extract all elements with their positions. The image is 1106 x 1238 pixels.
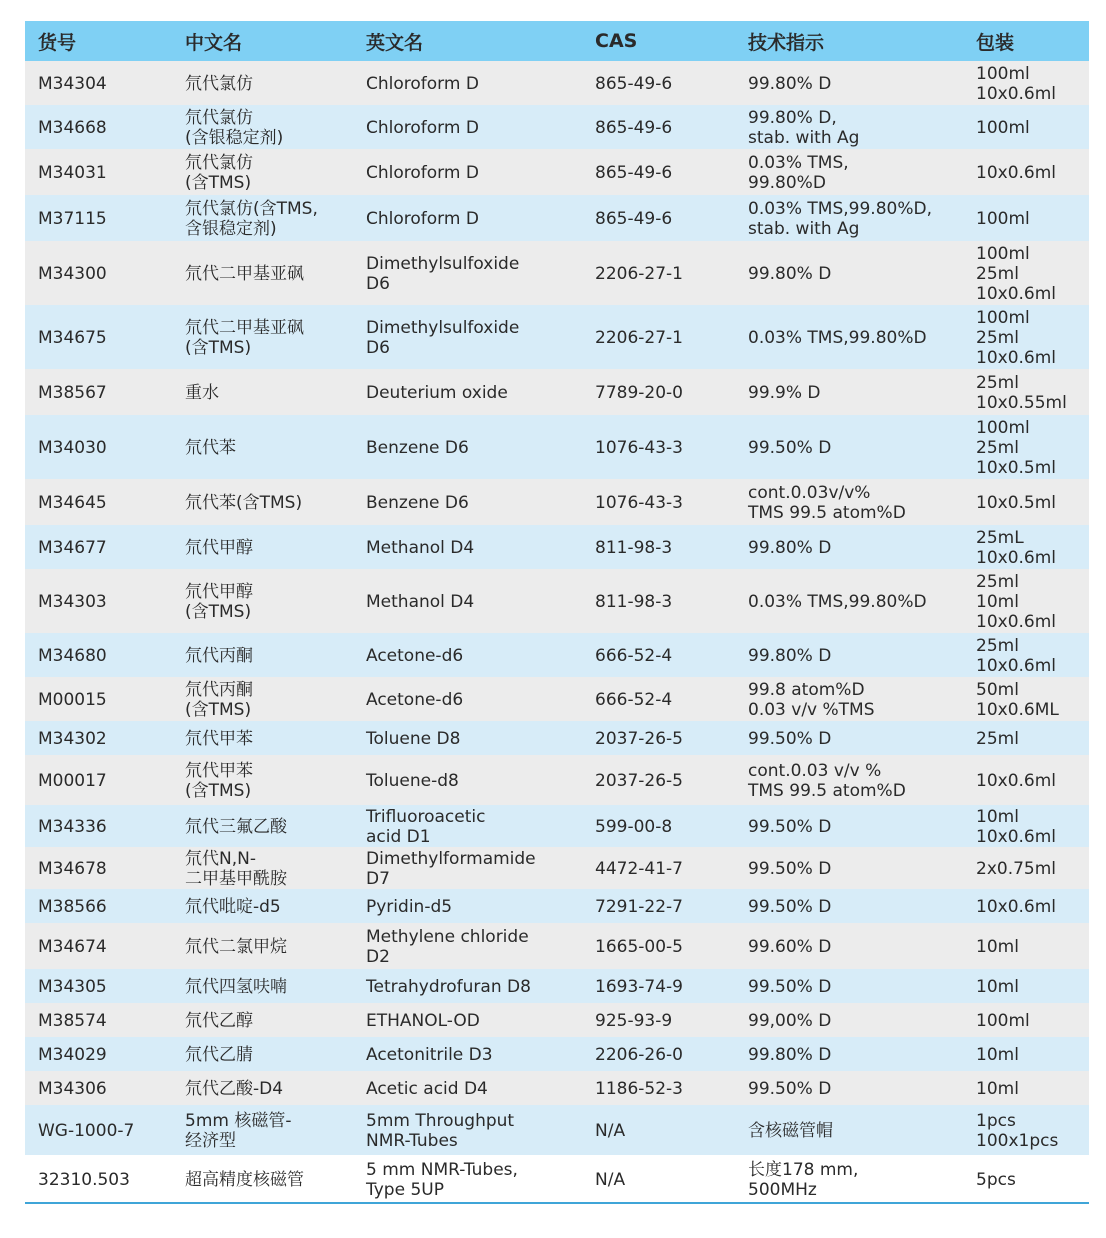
english-name-cell: Pyridin-d5 [353, 889, 582, 923]
english-name-cell: Benzene D6 [353, 479, 582, 525]
cas-cell: 2206-26-0 [582, 1037, 735, 1071]
spec-cell: 99.50% D [735, 805, 963, 847]
table-row [25, 721, 1089, 755]
table-row [25, 923, 1089, 969]
item-no-cell: M38574 [25, 1003, 172, 1037]
chinese-name-cell: 氘代苯 [172, 415, 353, 479]
header-row [25, 21, 1089, 61]
spec-cell: 含核磁管帽 [735, 1105, 963, 1155]
spec-cell: 99.80% D [735, 633, 963, 677]
cas-cell: 1693-74-9 [582, 969, 735, 1003]
package-cell: 10ml [963, 969, 1089, 1003]
english-name-cell: Acetone-d6 [353, 633, 582, 677]
package-cell: 25ml 10x0.6ml [963, 633, 1089, 677]
english-name-cell: 5mm Throughput NMR-Tubes [353, 1105, 582, 1155]
chinese-name-cell: 氘代二氯甲烷 [172, 923, 353, 969]
cas-cell: 865-49-6 [582, 61, 735, 105]
item-no-cell: M38566 [25, 889, 172, 923]
spec-cell: cont.0.03 v/v % TMS 99.5 atom%D [735, 755, 963, 805]
package-cell: 100ml 25ml 10x0.5ml [963, 415, 1089, 479]
table-row [25, 479, 1089, 525]
chinese-name-cell: 氘代甲苯 [172, 721, 353, 755]
package-cell: 100ml 25ml 10x0.6ml [963, 241, 1089, 305]
package-cell: 10x0.6ml [963, 149, 1089, 195]
item-no-cell: M34645 [25, 479, 172, 525]
english-name-cell: Chloroform D [353, 61, 582, 105]
package-cell: 100ml [963, 105, 1089, 149]
cas-cell: 811-98-3 [582, 569, 735, 633]
spec-cell: 0.03% TMS,99.80%D, stab. with Ag [735, 195, 963, 241]
table-row [25, 149, 1089, 195]
chinese-name-cell: 氘代吡啶-d5 [172, 889, 353, 923]
item-no-cell: M37115 [25, 195, 172, 241]
package-cell: 100ml 10x0.6ml [963, 61, 1089, 105]
package-cell: 10x0.6ml [963, 889, 1089, 923]
table-row [25, 1105, 1089, 1155]
spec-cell: 99.50% D [735, 1071, 963, 1105]
english-name-cell: Methylene chloride D2 [353, 923, 582, 969]
header-spec: 技术指示 [735, 21, 963, 61]
item-no-cell: M34677 [25, 525, 172, 569]
english-name-cell: Methanol D4 [353, 569, 582, 633]
table-row [25, 569, 1089, 633]
spec-cell: 0.03% TMS,99.80%D [735, 569, 963, 633]
item-no-cell: 32310.503 [25, 1155, 172, 1203]
table-row [25, 847, 1089, 889]
cas-cell: 865-49-6 [582, 105, 735, 149]
cas-cell: 1076-43-3 [582, 415, 735, 479]
item-no-cell: M34678 [25, 847, 172, 889]
header-item-no: 货号 [25, 21, 172, 61]
product-table [25, 21, 1089, 1204]
table-body [25, 61, 1089, 1203]
table-row [25, 369, 1089, 415]
table-row [25, 633, 1089, 677]
package-cell: 100ml 25ml 10x0.6ml [963, 305, 1089, 369]
package-cell: 5pcs [963, 1155, 1089, 1203]
package-cell: 2x0.75ml [963, 847, 1089, 889]
cas-cell: 7291-22-7 [582, 889, 735, 923]
cas-cell: 2206-27-1 [582, 241, 735, 305]
english-name-cell: Dimethylsulfoxide D6 [353, 305, 582, 369]
package-cell: 10x0.6ml [963, 755, 1089, 805]
cas-cell: 865-49-6 [582, 149, 735, 195]
item-no-cell: M34306 [25, 1071, 172, 1105]
table-row [25, 755, 1089, 805]
chinese-name-cell: 氘代丙酮 [172, 633, 353, 677]
chinese-name-cell: 重水 [172, 369, 353, 415]
spec-cell: 99.80% D [735, 525, 963, 569]
item-no-cell: M00015 [25, 677, 172, 721]
table-row [25, 889, 1089, 923]
cas-cell: 666-52-4 [582, 677, 735, 721]
cas-cell: 1665-00-5 [582, 923, 735, 969]
chinese-name-cell: 氘代氯仿 [172, 61, 353, 105]
package-cell: 25ml 10x0.55ml [963, 369, 1089, 415]
english-name-cell: 5 mm NMR-Tubes, Type 5UP [353, 1155, 582, 1203]
header-chinese-name: 中文名 [172, 21, 353, 61]
header-english-name: 英文名 [353, 21, 582, 61]
english-name-cell: Trifluoroacetic acid D1 [353, 805, 582, 847]
chinese-name-cell: 氘代乙酸-D4 [172, 1071, 353, 1105]
chinese-name-cell: 氘代乙醇 [172, 1003, 353, 1037]
english-name-cell: Deuterium oxide [353, 369, 582, 415]
chinese-name-cell: 氘代二甲基亚砜 (含TMS) [172, 305, 353, 369]
spec-cell: 0.03% TMS, 99.80%D [735, 149, 963, 195]
item-no-cell: M34675 [25, 305, 172, 369]
chinese-name-cell: 氘代苯(含TMS) [172, 479, 353, 525]
chinese-name-cell: 氘代乙腈 [172, 1037, 353, 1071]
item-no-cell: M34680 [25, 633, 172, 677]
item-no-cell: WG-1000-7 [25, 1105, 172, 1155]
chinese-name-cell: 氘代N,N- 二甲基甲酰胺 [172, 847, 353, 889]
package-cell: 10ml [963, 1037, 1089, 1071]
table-row [25, 1003, 1089, 1037]
item-no-cell: M34674 [25, 923, 172, 969]
chinese-name-cell: 氘代四氢呋喃 [172, 969, 353, 1003]
spec-cell: 长度178 mm, 500MHz [735, 1155, 963, 1203]
item-no-cell: M34029 [25, 1037, 172, 1071]
english-name-cell: Chloroform D [353, 149, 582, 195]
item-no-cell: M34300 [25, 241, 172, 305]
item-no-cell: M34030 [25, 415, 172, 479]
table-row [25, 1155, 1089, 1203]
item-no-cell: M00017 [25, 755, 172, 805]
english-name-cell: Dimethylformamide D7 [353, 847, 582, 889]
chinese-name-cell: 氘代甲醇 (含TMS) [172, 569, 353, 633]
english-name-cell: Acetic acid D4 [353, 1071, 582, 1105]
table-row [25, 1071, 1089, 1105]
package-cell: 100ml [963, 1003, 1089, 1037]
table-row [25, 105, 1089, 149]
english-name-cell: Toluene-d8 [353, 755, 582, 805]
cas-cell: 865-49-6 [582, 195, 735, 241]
cas-cell: 811-98-3 [582, 525, 735, 569]
english-name-cell: ETHANOL-OD [353, 1003, 582, 1037]
cas-cell: 2037-26-5 [582, 755, 735, 805]
chinese-name-cell: 氘代甲苯 (含TMS) [172, 755, 353, 805]
spec-cell: 99.50% D [735, 721, 963, 755]
table-row [25, 1037, 1089, 1071]
package-cell: 25ml 10ml 10x0.6ml [963, 569, 1089, 633]
package-cell: 100ml [963, 195, 1089, 241]
cas-cell: 1186-52-3 [582, 1071, 735, 1105]
table-row [25, 525, 1089, 569]
cas-cell: 666-52-4 [582, 633, 735, 677]
package-cell: 10ml 10x0.6ml [963, 805, 1089, 847]
chinese-name-cell: 5mm 核磁管- 经济型 [172, 1105, 353, 1155]
cas-cell: 599-00-8 [582, 805, 735, 847]
package-cell: 1pcs 100x1pcs [963, 1105, 1089, 1155]
table-row [25, 805, 1089, 847]
spec-cell: 99,00% D [735, 1003, 963, 1037]
chinese-name-cell: 氘代氯仿 (含TMS) [172, 149, 353, 195]
item-no-cell: M34302 [25, 721, 172, 755]
table-row [25, 415, 1089, 479]
chinese-name-cell: 氘代甲醇 [172, 525, 353, 569]
chinese-name-cell: 氘代丙酮 (含TMS) [172, 677, 353, 721]
spec-cell: 99.80% D [735, 241, 963, 305]
chinese-name-cell: 氘代二甲基亚砜 [172, 241, 353, 305]
cas-cell: 7789-20-0 [582, 369, 735, 415]
spec-cell: 0.03% TMS,99.80%D [735, 305, 963, 369]
spec-cell: 99.80% D, stab. with Ag [735, 105, 963, 149]
english-name-cell: Benzene D6 [353, 415, 582, 479]
spec-cell: 99.9% D [735, 369, 963, 415]
english-name-cell: Acetonitrile D3 [353, 1037, 582, 1071]
table-header [25, 21, 1089, 61]
english-name-cell: Chloroform D [353, 105, 582, 149]
item-no-cell: M34303 [25, 569, 172, 633]
spec-cell: 99.50% D [735, 847, 963, 889]
chinese-name-cell: 氘代氯仿(含TMS, 含银稳定剂) [172, 195, 353, 241]
spec-cell: 99.50% D [735, 889, 963, 923]
item-no-cell: M34668 [25, 105, 172, 149]
chinese-name-cell: 氘代氯仿 (含银稳定剂) [172, 105, 353, 149]
header-cas: CAS [582, 21, 735, 61]
cas-cell: N/A [582, 1105, 735, 1155]
chinese-name-cell: 超高精度核磁管 [172, 1155, 353, 1203]
spec-cell: 99.80% D [735, 61, 963, 105]
chinese-name-cell: 氘代三氟乙酸 [172, 805, 353, 847]
spec-cell: 99.80% D [735, 1037, 963, 1071]
table-row [25, 241, 1089, 305]
item-no-cell: M38567 [25, 369, 172, 415]
spec-cell: 99.50% D [735, 969, 963, 1003]
table-row [25, 677, 1089, 721]
item-no-cell: M34304 [25, 61, 172, 105]
item-no-cell: M34305 [25, 969, 172, 1003]
cas-cell: 4472-41-7 [582, 847, 735, 889]
package-cell: 10ml [963, 923, 1089, 969]
spec-cell: 99.50% D [735, 415, 963, 479]
table-row [25, 969, 1089, 1003]
english-name-cell: Methanol D4 [353, 525, 582, 569]
spec-cell: cont.0.03v/v% TMS 99.5 atom%D [735, 479, 963, 525]
item-no-cell: M34336 [25, 805, 172, 847]
table-row [25, 305, 1089, 369]
english-name-cell: Acetone-d6 [353, 677, 582, 721]
cas-cell: 2037-26-5 [582, 721, 735, 755]
cas-cell: 925-93-9 [582, 1003, 735, 1037]
table-row [25, 195, 1089, 241]
spec-cell: 99.60% D [735, 923, 963, 969]
package-cell: 50ml 10x0.6ML [963, 677, 1089, 721]
item-no-cell: M34031 [25, 149, 172, 195]
cas-cell: N/A [582, 1155, 735, 1203]
package-cell: 10x0.5ml [963, 479, 1089, 525]
header-package: 包装 [963, 21, 1089, 61]
english-name-cell: Toluene D8 [353, 721, 582, 755]
english-name-cell: Dimethylsulfoxide D6 [353, 241, 582, 305]
package-cell: 25mL 10x0.6ml [963, 525, 1089, 569]
english-name-cell: Tetrahydrofuran D8 [353, 969, 582, 1003]
package-cell: 10ml [963, 1071, 1089, 1105]
english-name-cell: Chloroform D [353, 195, 582, 241]
cas-cell: 1076-43-3 [582, 479, 735, 525]
table-row [25, 61, 1089, 105]
package-cell: 25ml [963, 721, 1089, 755]
spec-cell: 99.8 atom%D 0.03 v/v %TMS [735, 677, 963, 721]
cas-cell: 2206-27-1 [582, 305, 735, 369]
